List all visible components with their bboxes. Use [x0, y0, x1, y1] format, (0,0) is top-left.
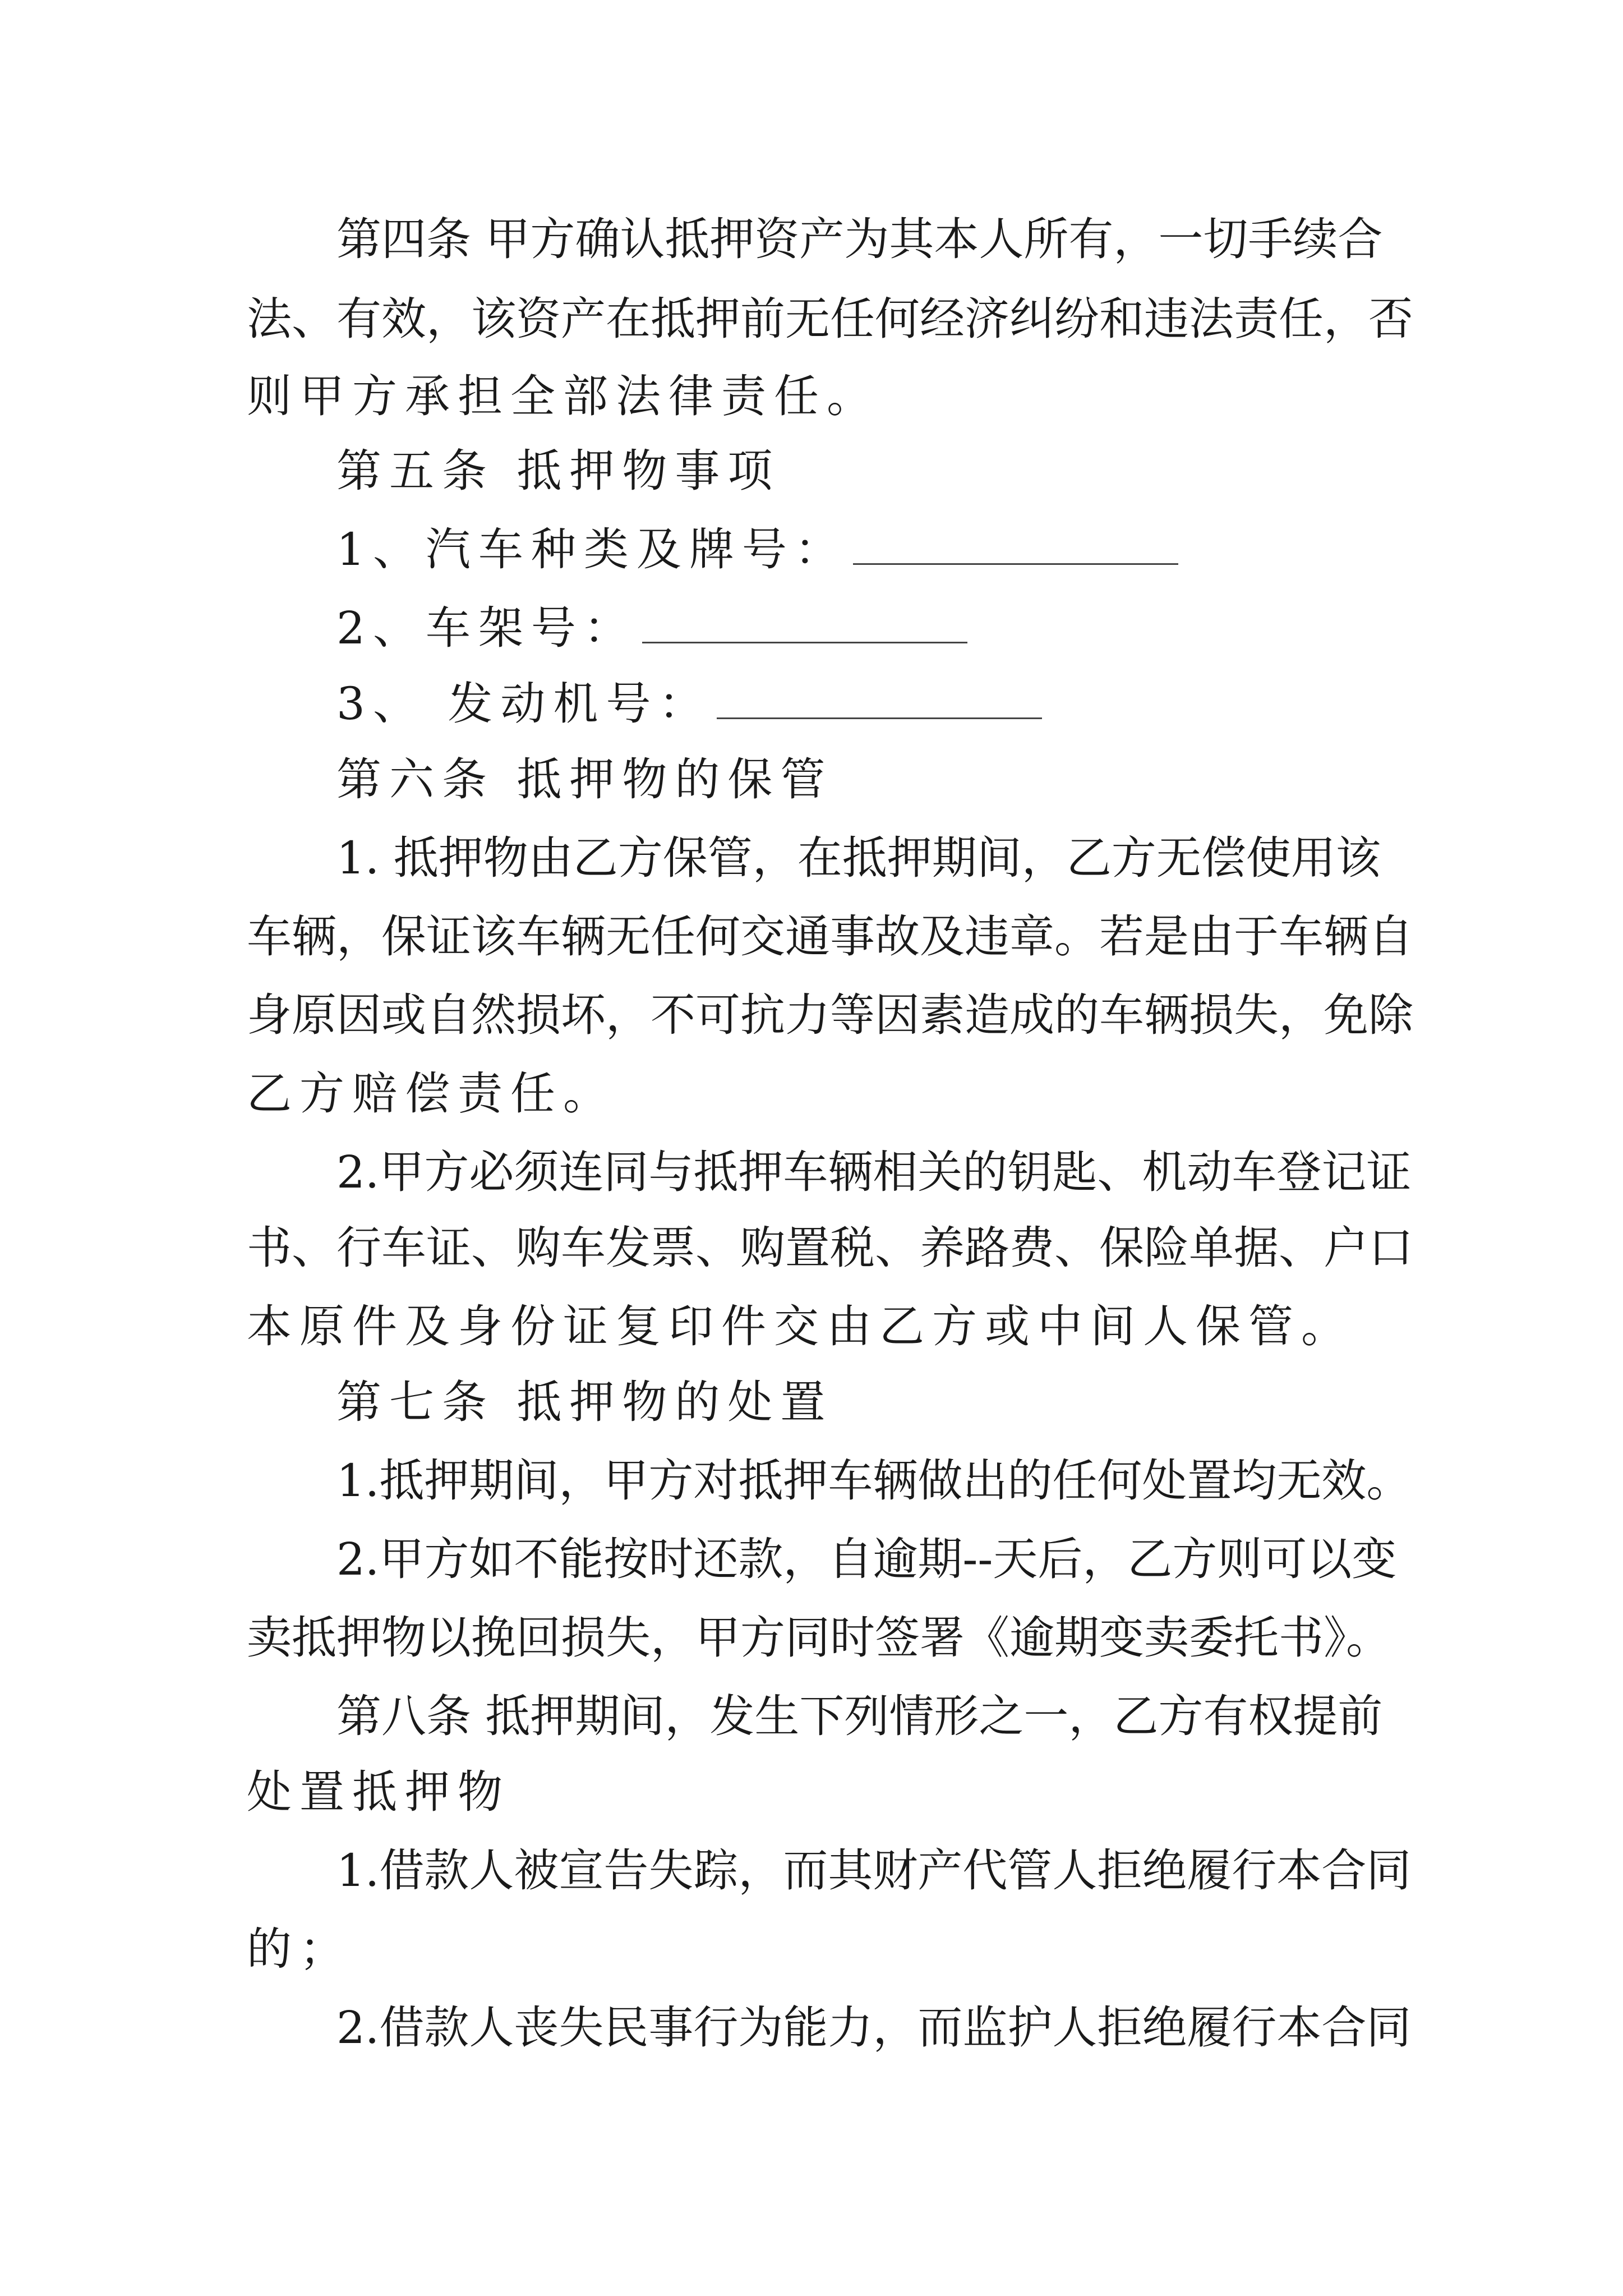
article-8-heading-line-2: 处置抵押物 — [247, 1766, 510, 1818]
article-8-p1-line-2: 的； — [247, 1923, 352, 1975]
article-6-p2-line-3: 本原件及身份证复印件交由乙方或中间人保管。 — [247, 1300, 1354, 1352]
vehicle-type-plate-blank[interactable] — [853, 530, 1178, 565]
article-6-p1-line-2: 车辆，保证该车辆无任何交通事故及违章。若是由于车辆自 — [247, 910, 1413, 963]
article-6-p1-line-4: 乙方赔偿责任。 — [247, 1068, 616, 1120]
engine-number-label: 3、 发动机号： — [336, 678, 712, 730]
engine-number-blank[interactable] — [717, 684, 1042, 719]
article-7-p2-line-2: 卖抵押物以挽回损失，甲方同时签署《逾期变卖委托书》。 — [247, 1612, 1391, 1664]
frame-number-label: 2、车架号： — [336, 602, 637, 654]
frame-number-blank[interactable] — [642, 608, 967, 643]
article-6-p1-line-3: 身原因或自然损坏，不可抗力等因素造成的车辆损失，免除 — [247, 989, 1413, 1041]
article-7-p2-line-1: 2.甲方如不能按时还款，自逾期--天后，乙方则可以变 — [336, 1533, 1397, 1585]
engine-number-field — [336, 670, 1042, 738]
article-6-p2-line-1: 2.甲方必须连同与抵押车辆相关的钥匙、机动车登记证 — [336, 1146, 1412, 1198]
article-7-heading: 第七条 抵押物的处置 — [336, 1376, 833, 1428]
vehicle-type-plate-field — [336, 516, 1178, 583]
frame-number-field — [336, 595, 967, 662]
article-5-heading: 第五条 抵押物事项 — [336, 445, 781, 497]
article-6-heading: 第六条 抵押物的保管 — [336, 753, 833, 806]
article-4-line-1: 第四条 甲方确认抵押资产为其本人所有，一切手续合 — [336, 213, 1383, 265]
article-6-p2-line-2: 书、行车证、购车发票、购置税、养路费、保险单据、户口 — [247, 1222, 1413, 1274]
article-4-line-3: 则甲方承担全部法律责任。 — [247, 370, 879, 422]
article-8-p1-line-1: 1.借款人被宣告失踪，而其财产代管人拒绝履行本合同 — [336, 1844, 1412, 1897]
vehicle-type-plate-label: 1、汽车种类及牌号： — [336, 523, 847, 576]
article-7-p1: 1.抵押期间，甲方对抵押车辆做出的任何处置均无效。 — [336, 1455, 1412, 1507]
article-6-p1-line-1: 1. 抵押物由乙方保管，在抵押期间，乙方无偿使用该 — [336, 832, 1381, 884]
article-8-p2-line-1: 2.借款人丧失民事行为能力，而监护人拒绝履行本合同 — [336, 2001, 1412, 2054]
article-8-heading-line-1: 第八条 抵押期间，发生下列情形之一，乙方有权提前 — [336, 1690, 1383, 1742]
article-4-line-2: 法、有效，该资产在抵押前无任何经济纠纷和违法责任，否 — [247, 293, 1413, 345]
